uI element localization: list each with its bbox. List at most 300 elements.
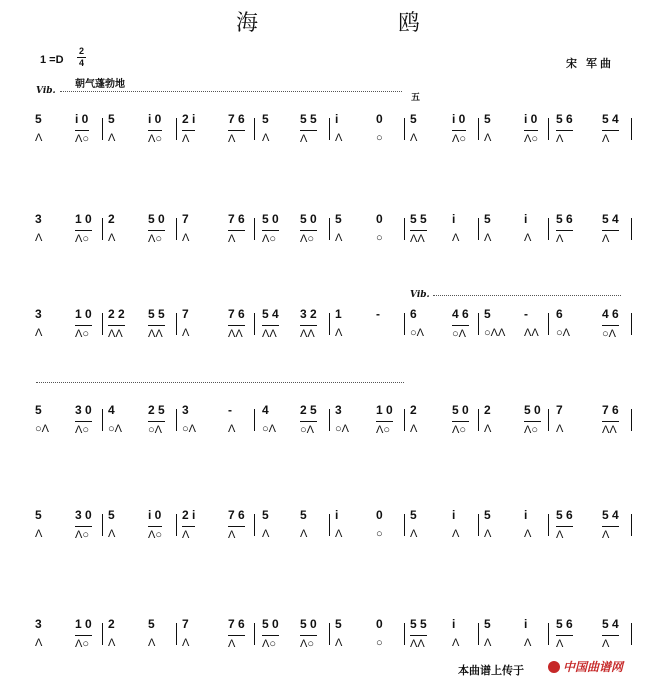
technique-marks: Λ (182, 232, 190, 244)
technique-marks: Λ (410, 528, 418, 540)
bar-line (254, 409, 255, 431)
note-group (148, 617, 155, 649)
note-group (410, 112, 417, 144)
note-digits: 5 4 (602, 112, 619, 131)
note-digits: 3 0 (75, 403, 92, 422)
technique-marks: Λ (452, 232, 460, 244)
bar-line (404, 218, 405, 240)
note-digits: 4 (262, 403, 269, 417)
technique-marks: Λ○ (75, 133, 89, 145)
note-group (452, 307, 469, 340)
note-digits: i 0 (524, 112, 538, 131)
note-digits: 5 (335, 617, 342, 631)
note-digits: 2 5 (148, 403, 165, 422)
bar-line (478, 118, 479, 140)
staff-system-4 (0, 403, 656, 463)
note-group (376, 617, 383, 649)
note-digits: 5 (410, 508, 417, 522)
note-group (108, 212, 115, 244)
note-digits: 5 4 (602, 617, 619, 636)
technique-marks: Λ (484, 637, 492, 649)
note-digits: 5 (35, 403, 42, 417)
note-digits: i (452, 212, 456, 226)
note-group (335, 617, 342, 649)
technique-marks: ΛΛ (108, 328, 123, 340)
bar-line (478, 623, 479, 645)
note-group (556, 112, 573, 145)
technique-marks: Λ (108, 637, 116, 649)
note-group (524, 508, 531, 540)
vib-dotted-line-2 (433, 295, 621, 296)
note-group (108, 307, 125, 340)
note-group (148, 508, 162, 541)
note-group (148, 403, 165, 436)
note-digits: i (524, 508, 528, 522)
note-group (452, 403, 469, 436)
technique-marks: Λ (602, 133, 610, 145)
note-group (335, 307, 342, 339)
technique-marks: Λ○ (75, 328, 89, 340)
note-digits: 3 0 (75, 508, 92, 527)
note-digits: 3 (35, 212, 42, 226)
note-group (108, 112, 115, 144)
note-digits: 5 0 (524, 403, 541, 422)
note-group (300, 112, 317, 145)
note-group (484, 617, 491, 649)
note-group (148, 212, 165, 245)
note-digits: 5 0 (148, 212, 165, 231)
bar-line (631, 409, 632, 431)
technique-marks: Λ (262, 528, 270, 540)
note-digits: 5 0 (300, 212, 317, 231)
note-digits: 5 0 (300, 617, 317, 636)
technique-marks: Λ (108, 132, 116, 144)
note-group (300, 403, 317, 436)
note-group (452, 617, 459, 649)
technique-marks: Λ (335, 232, 343, 244)
technique-marks: Λ○ (452, 424, 466, 436)
technique-marks: ○Λ (335, 423, 349, 435)
note-group (228, 212, 245, 245)
technique-marks: ○ (376, 232, 383, 244)
note-group (300, 212, 317, 245)
bar-line (102, 409, 103, 431)
technique-marks: Λ (108, 528, 116, 540)
technique-marks: Λ (602, 638, 610, 650)
note-group (262, 112, 269, 144)
section-mark: 五 (411, 92, 421, 102)
technique-marks: Λ (228, 133, 236, 145)
staff-system-5 (0, 508, 656, 568)
technique-marks: ΛΛ (410, 638, 425, 650)
note-digits: 5 0 (262, 617, 279, 636)
bar-line (404, 514, 405, 536)
note-digits: 0 (376, 112, 383, 126)
technique-marks: Λ (556, 638, 564, 650)
note-group (182, 307, 189, 339)
technique-marks: Λ (335, 132, 343, 144)
note-digits: i (335, 508, 339, 522)
bar-line (102, 313, 103, 335)
technique-marks: ΛΛ (148, 328, 163, 340)
site-logo[interactable] (548, 658, 623, 675)
bar-line (631, 514, 632, 536)
note-group (262, 403, 276, 435)
bar-line (631, 313, 632, 335)
vib-label: Vib. (36, 86, 56, 96)
note-group (484, 307, 505, 339)
note-digits: 5 5 (410, 212, 427, 231)
technique-marks: Λ (182, 133, 190, 145)
note-digits: 5 (484, 112, 491, 126)
technique-marks: Λ○ (75, 424, 89, 436)
time-sig-bottom: 4 (78, 58, 84, 68)
note-group (75, 403, 92, 436)
note-group (300, 307, 317, 340)
technique-marks: Λ (35, 528, 43, 540)
bar-line (631, 118, 632, 140)
staff-system-2 (0, 212, 656, 272)
note-digits: 6 (556, 307, 563, 321)
note-group (262, 617, 279, 650)
note-digits: 7 6 (602, 403, 619, 422)
note-group (228, 307, 245, 340)
bar-line (176, 218, 177, 240)
note-digits: 5 (335, 212, 342, 226)
note-group (335, 112, 342, 144)
technique-marks: Λ (300, 133, 308, 145)
technique-marks: Λ (410, 423, 418, 435)
note-group (182, 508, 195, 541)
note-group (556, 212, 573, 245)
note-group (75, 307, 92, 340)
composer: 宋 军曲 (566, 58, 615, 70)
bar-line (329, 218, 330, 240)
bar-line (254, 623, 255, 645)
bar-line (329, 514, 330, 536)
technique-marks: Λ (484, 423, 492, 435)
technique-marks: ○Λ (410, 327, 424, 339)
note-group (228, 403, 235, 435)
note-digits: 2 (484, 403, 491, 417)
bar-line (102, 118, 103, 140)
note-digits: 5 6 (556, 112, 573, 131)
note-digits: 5 (262, 112, 269, 126)
note-digits: 4 6 (452, 307, 469, 326)
technique-marks: Λ○ (300, 233, 314, 245)
note-group (262, 212, 279, 245)
technique-marks: ΛΛ (602, 424, 617, 436)
technique-marks: ΛΛ (262, 328, 277, 340)
note-group (75, 212, 92, 245)
technique-marks: Λ (410, 132, 418, 144)
note-digits: 0 (376, 617, 383, 631)
note-group (484, 403, 491, 435)
note-digits: 7 (182, 307, 189, 321)
note-digits: 5 (148, 617, 155, 631)
note-group (35, 307, 42, 339)
technique-marks: Λ (524, 232, 532, 244)
technique-marks: ΛΛ (524, 327, 539, 339)
note-group (108, 508, 115, 540)
note-group (602, 112, 619, 145)
note-group (602, 212, 619, 245)
technique-marks: Λ○ (376, 424, 390, 436)
note-digits: 3 2 (300, 307, 317, 326)
technique-marks: ○Λ (452, 328, 466, 340)
note-group (35, 212, 42, 244)
note-group (410, 403, 417, 435)
note-digits: - (228, 403, 232, 417)
note-digits: 2 (410, 403, 417, 417)
note-group (602, 307, 619, 340)
bar-line (631, 218, 632, 240)
note-group (452, 508, 459, 540)
note-group (300, 617, 317, 650)
note-digits: 5 0 (262, 212, 279, 231)
note-group (524, 212, 531, 244)
note-digits: i (524, 617, 528, 631)
note-group (35, 508, 42, 540)
technique-marks: Λ (228, 423, 236, 435)
note-digits: 5 5 (410, 617, 427, 636)
bar-line (329, 313, 330, 335)
note-digits: 2 5 (300, 403, 317, 422)
note-group (182, 112, 195, 145)
note-group (410, 212, 427, 245)
bar-line (548, 218, 549, 240)
note-group (410, 617, 427, 650)
note-digits: - (524, 307, 528, 321)
time-sig-top: 2 (78, 46, 84, 56)
note-digits: 3 (335, 403, 342, 417)
note-digits: 3 (35, 307, 42, 321)
technique-marks: Λ (484, 232, 492, 244)
technique-marks: Λ (335, 637, 343, 649)
note-digits: 2 i (182, 508, 195, 527)
note-group (148, 112, 162, 145)
note-digits: 1 0 (75, 617, 92, 636)
bar-line (548, 623, 549, 645)
note-digits: i 0 (148, 112, 162, 131)
note-group (35, 403, 49, 435)
technique-marks: Λ (556, 529, 564, 541)
note-digits: 5 (484, 508, 491, 522)
note-group (524, 403, 541, 436)
bar-line (329, 118, 330, 140)
vib-dotted-line (60, 91, 402, 92)
note-group (335, 212, 342, 244)
note-group (262, 508, 269, 540)
note-digits: 5 6 (556, 508, 573, 527)
note-group (376, 212, 383, 244)
technique-marks: Λ (524, 637, 532, 649)
expression-mark: 朝气蓬勃地 (75, 79, 125, 90)
technique-marks: Λ○ (262, 638, 276, 650)
technique-marks: ○Λ (556, 327, 570, 339)
bar-line (548, 313, 549, 335)
note-digits: 7 6 (228, 112, 245, 131)
note-digits: 5 (484, 212, 491, 226)
note-digits: 3 (182, 403, 189, 417)
technique-marks: ○Λ (108, 423, 122, 435)
technique-marks: Λ○ (524, 424, 538, 436)
note-group (228, 112, 245, 145)
note-group (75, 617, 92, 650)
note-digits: 2 2 (108, 307, 125, 326)
bar-line (254, 118, 255, 140)
key-signature: 1 =D (40, 54, 64, 66)
technique-marks: Λ (452, 528, 460, 540)
note-group (262, 307, 279, 340)
technique-marks: Λ (484, 132, 492, 144)
bar-line (102, 514, 103, 536)
note-digits: 5 (484, 617, 491, 631)
note-digits: 7 6 (228, 212, 245, 231)
technique-marks: Λ (452, 637, 460, 649)
technique-marks: Λ (228, 638, 236, 650)
technique-marks: ○ΛΛ (484, 327, 506, 339)
technique-marks: Λ○ (148, 133, 162, 145)
technique-marks: Λ○ (300, 638, 314, 650)
note-group (410, 307, 424, 339)
note-group (75, 508, 92, 541)
note-digits: 5 4 (602, 508, 619, 527)
note-group (410, 508, 417, 540)
technique-marks: Λ○ (75, 529, 89, 541)
note-digits: 5 5 (148, 307, 165, 326)
bar-line (404, 409, 405, 431)
vib-dotted-line-3 (36, 382, 404, 383)
note-group (300, 508, 307, 540)
technique-marks: ○ (376, 132, 383, 144)
bar-line (478, 409, 479, 431)
technique-marks: Λ○ (148, 529, 162, 541)
technique-marks: Λ (524, 528, 532, 540)
note-digits: 4 (108, 403, 115, 417)
technique-marks: Λ (182, 637, 190, 649)
note-digits: i (524, 212, 528, 226)
note-group (602, 508, 619, 541)
technique-marks: Λ (602, 529, 610, 541)
note-digits: 1 (335, 307, 342, 321)
technique-marks: Λ○ (75, 233, 89, 245)
technique-marks: Λ○ (452, 133, 466, 145)
note-digits: 5 (484, 307, 491, 321)
note-digits: 4 6 (602, 307, 619, 326)
technique-marks: Λ (108, 232, 116, 244)
note-group (228, 617, 245, 650)
bar-line (478, 514, 479, 536)
technique-marks: ○Λ (262, 423, 276, 435)
note-digits: 7 (556, 403, 563, 417)
technique-marks: ○Λ (602, 328, 616, 340)
note-digits: 3 (35, 617, 42, 631)
note-digits: - (376, 307, 380, 321)
note-digits: 1 0 (75, 307, 92, 326)
note-group (228, 508, 245, 541)
note-digits: 5 (108, 508, 115, 522)
note-digits: 5 0 (452, 403, 469, 422)
note-digits: 2 (108, 617, 115, 631)
note-group (148, 307, 165, 340)
note-digits: 7 6 (228, 617, 245, 636)
bar-line (404, 118, 405, 140)
note-digits: i 0 (452, 112, 466, 131)
bar-line (254, 514, 255, 536)
note-digits: 7 6 (228, 307, 245, 326)
bar-line (102, 218, 103, 240)
technique-marks: Λ (182, 327, 190, 339)
staff-system-1 (0, 112, 656, 172)
note-group (108, 617, 115, 649)
technique-marks: ○Λ (148, 424, 162, 436)
note-group (335, 403, 349, 435)
note-digits: 2 (108, 212, 115, 226)
technique-marks: ○ (376, 528, 383, 540)
technique-marks: Λ (335, 528, 343, 540)
note-group (376, 403, 393, 436)
note-digits: 5 (35, 112, 42, 126)
technique-marks: Λ (35, 327, 43, 339)
bar-line (478, 313, 479, 335)
note-group (484, 212, 491, 244)
technique-marks: Λ (602, 233, 610, 245)
technique-marks: Λ (228, 529, 236, 541)
bar-line (254, 218, 255, 240)
logo-text: 中国曲谱网 (563, 660, 624, 674)
note-digits: i (335, 112, 339, 126)
score-title: 海 鸥 (235, 11, 452, 36)
bar-line (548, 514, 549, 536)
technique-marks: ○Λ (35, 423, 49, 435)
note-digits: 6 (410, 307, 417, 321)
technique-marks: ○Λ (182, 423, 196, 435)
logo-icon (548, 661, 560, 673)
technique-marks: ○ (376, 637, 383, 649)
note-digits: 1 0 (75, 212, 92, 231)
note-group (75, 112, 89, 145)
note-digits: i 0 (75, 112, 89, 131)
note-digits: 5 (35, 508, 42, 522)
bar-line (102, 623, 103, 645)
note-digits: 2 i (182, 112, 195, 131)
note-group (376, 508, 383, 540)
technique-marks: Λ (148, 637, 156, 649)
note-digits: 1 0 (376, 403, 393, 422)
bar-line (548, 409, 549, 431)
note-digits: 5 (262, 508, 269, 522)
note-group (376, 112, 383, 144)
note-digits: 5 (300, 508, 307, 522)
technique-marks: Λ○ (75, 638, 89, 650)
note-digits: 0 (376, 212, 383, 226)
note-group (35, 617, 42, 649)
note-digits: 5 4 (602, 212, 619, 231)
note-digits: i (452, 617, 456, 631)
note-group (35, 112, 42, 144)
note-group (484, 112, 491, 144)
note-digits: 0 (376, 508, 383, 522)
staff-system-3 (0, 307, 656, 367)
technique-marks: ○Λ (300, 424, 314, 436)
note-group (602, 617, 619, 650)
note-group (182, 212, 189, 244)
note-group (556, 508, 573, 541)
note-digits: 5 4 (262, 307, 279, 326)
technique-marks: Λ (35, 637, 43, 649)
note-group (452, 112, 466, 145)
